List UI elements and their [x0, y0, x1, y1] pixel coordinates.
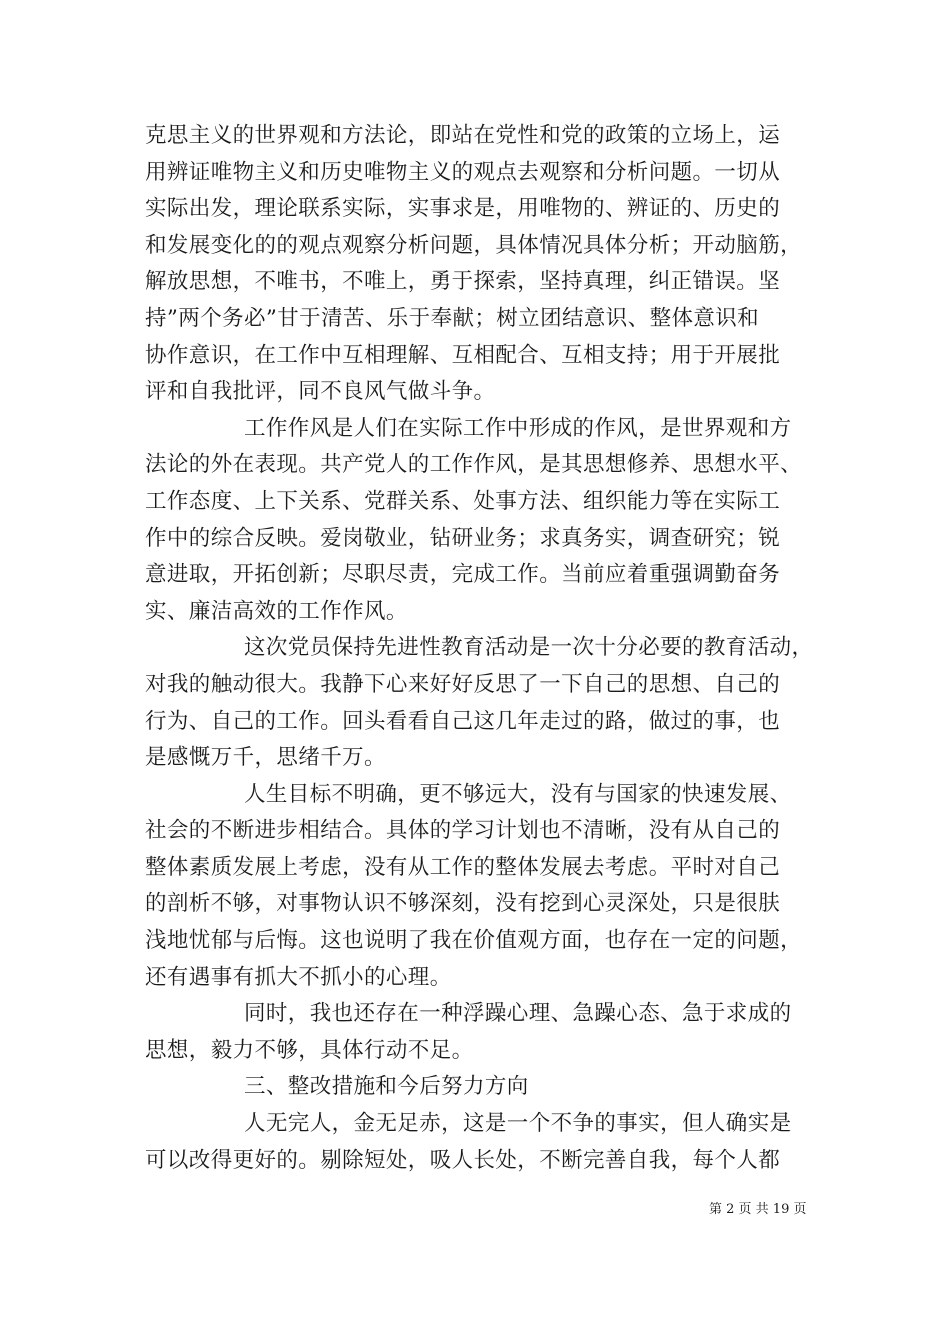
text-line: 作中的综合反映。爱岗敬业，钻研业务；求真务实，调查研究；锐	[145, 525, 781, 551]
text-line: 浅地忧郁与后悔。这也说明了我在价值观方面，也存在一定的问题，	[145, 928, 803, 954]
text-line: 整体素质发展上考虑，没有从工作的整体发展去考虑。平时对自己	[145, 854, 781, 880]
paragraph	[145, 630, 815, 776]
paragraph	[145, 118, 815, 411]
page-number-footer: 第 2 页 共 19 页	[709, 1202, 807, 1217]
text-line: 可以改得更好的。剔除短处，吸人长处，不断完善自我，每个人都	[145, 1147, 781, 1173]
text-line: 这次党员保持先进性教育活动是一次十分必要的教育活动，	[244, 635, 814, 661]
text-line: 还有遇事有抓大不抓小的心理。	[145, 964, 452, 990]
text-line: 是感慨万千，思绪千万。	[145, 745, 386, 771]
text-line: 克思主义的世界观和方法论，即站在党性和党的政策的立场上，运	[145, 123, 781, 148]
text-line: 工作作风是人们在实际工作中形成的作风，是世界观和方	[244, 415, 792, 441]
text-line: 社会的不断进步相结合。具体的学习计划也不清晰，没有从自己的	[145, 818, 781, 844]
text-line: 人无完人，金无足赤，这是一个不争的事实，但人确实是	[244, 1111, 792, 1137]
paragraph	[145, 411, 815, 631]
text-line: 用辨证唯物主义和历史唯物主义的观点去观察和分析问题。一切从	[145, 159, 781, 185]
text-line: 的剖析不够，对事物认识不够深刻，没有挖到心灵深处，只是很肤	[145, 891, 781, 917]
text-line: 持”两个务必”甘于清苦、乐于奉献；树立团结意识、整体意识和	[145, 305, 760, 331]
text-line: 解放思想，不唯书，不唯上，勇于探索，坚持真理，纠正错误。坚	[145, 269, 781, 295]
text-line: 对我的触动很大。我静下心来好好反思了一下自己的思想、自己的	[145, 671, 781, 697]
text-line: 意进取，开拓创新；尽职尽责，完成工作。当前应着重强调勤奋务	[145, 562, 781, 588]
text-line: 评和自我批评，同不良风气做斗争。	[145, 379, 496, 405]
text-line: 法论的外在表现。共产党人的工作作风，是其思想修养、思想水平、	[145, 452, 803, 478]
paragraph	[145, 1069, 815, 1106]
text-line: 三、整改措施和今后努力方向	[244, 1074, 529, 1100]
text-line: 思想，毅力不够，具体行动不足。	[145, 1037, 474, 1063]
paragraph	[145, 1106, 815, 1179]
text-line: 人生目标不明确，更不够远大，没有与国家的快速发展、	[244, 781, 792, 807]
text-line: 实际出发，理论联系实际，实事求是，用唯物的、辨证的、历史的	[145, 196, 781, 222]
document-body	[145, 118, 815, 1179]
text-line: 行为、自己的工作。回头看看自己这几年走过的路，做过的事，也	[145, 708, 781, 734]
text-line: 实、廉洁高效的工作作风。	[145, 598, 408, 624]
paragraph	[145, 777, 815, 997]
text-line: 工作态度、上下关系、党群关系、处事方法、组织能力等在实际工	[145, 488, 781, 514]
text-line: 协作意识，在工作中互相理解、互相配合、互相支持；用于开展批	[145, 342, 781, 368]
text-line: 和发展变化的的观点观察分析问题，具体情况具体分析；开动脑筋，	[145, 232, 803, 258]
text-line: 同时，我也还存在一种浮躁心理、急躁心态、急于求成的	[244, 1001, 792, 1027]
paragraph	[145, 996, 815, 1069]
